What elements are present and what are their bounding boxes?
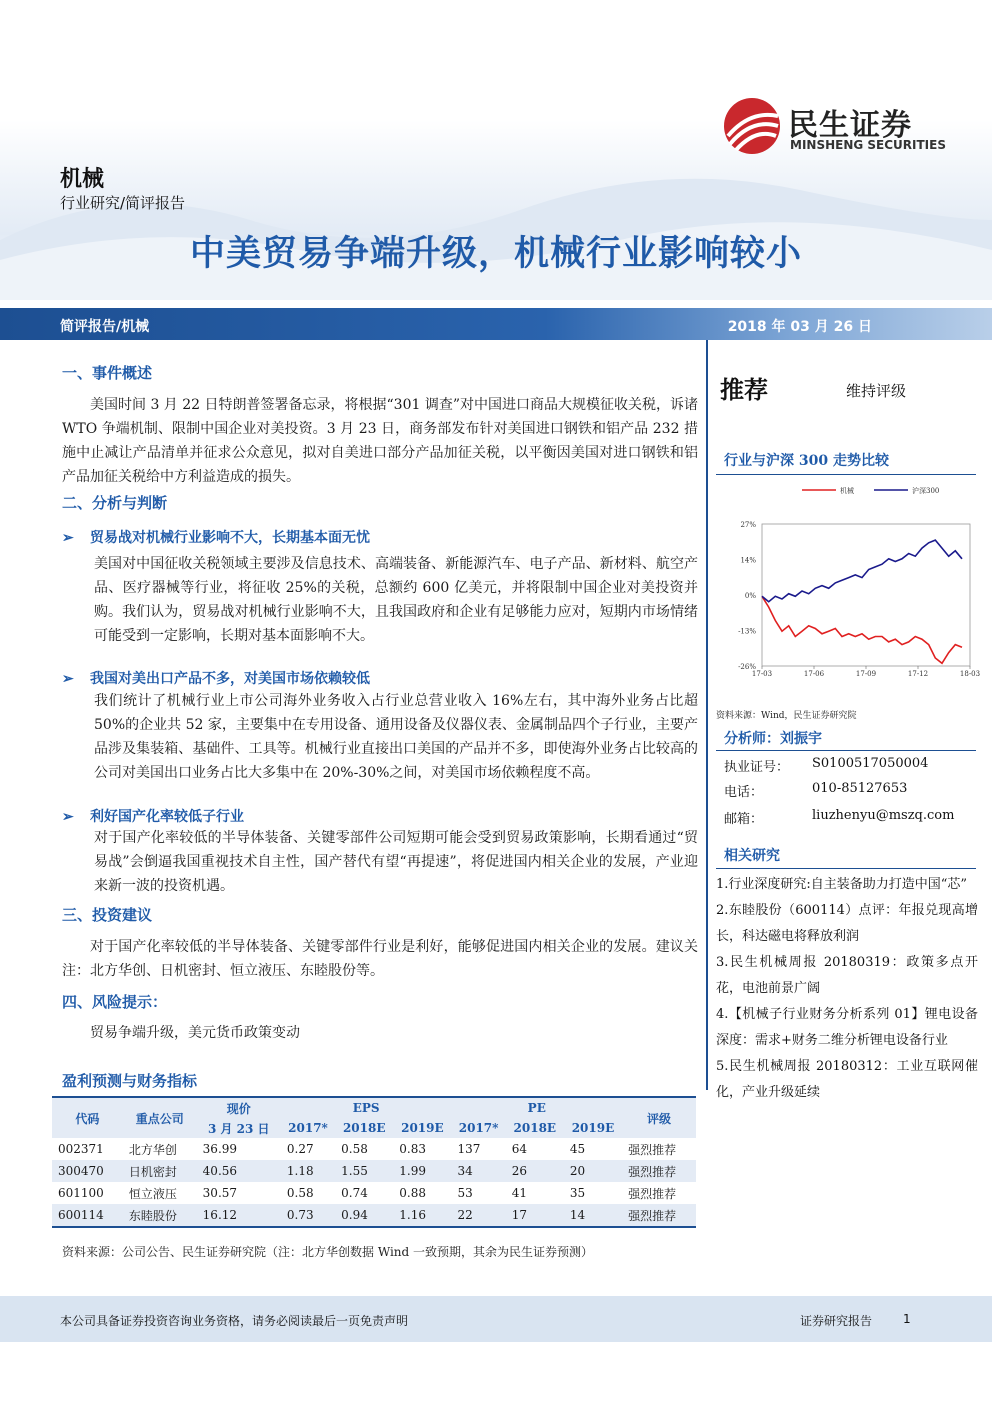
- table-cell: 41: [506, 1182, 564, 1204]
- table-cell: 26: [506, 1160, 564, 1182]
- table-cell: 601100: [52, 1182, 123, 1204]
- legend-label: 机械: [840, 487, 854, 495]
- table-cell: 恒立液压: [123, 1182, 197, 1204]
- cert-value: S0100517050004: [812, 756, 929, 771]
- col-code: 代码: [52, 1097, 123, 1138]
- section-title-event: 一、事件概述: [62, 364, 153, 382]
- y-tick-label: -26%: [738, 663, 756, 671]
- section-title-analysis: 二、分析与判断: [62, 494, 168, 512]
- col-pe: PE: [451, 1097, 622, 1118]
- col-price-date: 3 月 23 日: [197, 1118, 281, 1138]
- x-tick-label: 17-06: [803, 670, 825, 678]
- table-cell: 64: [506, 1138, 564, 1160]
- table-cell: 0.74: [335, 1182, 393, 1204]
- table-cell: 1.99: [393, 1160, 451, 1182]
- series-line: [762, 596, 962, 663]
- subheading-3-paragraph: 对于国产化率较低的半导体装备、关键零部件公司短期可能会受到贸易政策影响，长期看通过“贸易战”会倒逼我国重视技术自主性，国产替代有望“再提速”，将促进国内相关企业的发展，产业迎来新一波的投资机遇。: [94, 830, 698, 894]
- col-company: 重点公司: [123, 1097, 197, 1138]
- subheading-2-text: 我国对美出口产品不多，对美国市场依赖较低: [90, 671, 370, 687]
- cert-row: [724, 756, 929, 775]
- subheading-2: [62, 668, 370, 688]
- page-number: 1: [903, 1312, 911, 1326]
- report-date: 2018 年 03 月 26 日: [727, 319, 872, 335]
- related-list: [716, 872, 978, 1106]
- table-cell: 1.55: [335, 1160, 393, 1182]
- chart-title: 行业与沪深 300 走势比较: [724, 453, 889, 469]
- subheading-3-text: 利好国产化率较低子行业: [90, 809, 244, 825]
- col-year: 2018E: [335, 1118, 393, 1138]
- col-year: 2019E: [393, 1118, 451, 1138]
- table-cell: 0.88: [393, 1182, 451, 1204]
- table-cell: 600114: [52, 1204, 123, 1227]
- rating-note: 维持评级: [846, 382, 907, 400]
- table-cell: 14: [564, 1204, 622, 1227]
- table-cell: 30.57: [197, 1182, 281, 1204]
- email-row: [724, 808, 955, 827]
- x-tick-label: 17-12: [907, 670, 929, 678]
- section-title-advice: 三、投资建议: [62, 906, 153, 924]
- rating: 推荐: [720, 376, 768, 404]
- table-row: [52, 1138, 696, 1160]
- table-cell: 0.27: [281, 1138, 335, 1160]
- col-rating: 评级: [622, 1097, 696, 1138]
- table-cell: 300470: [52, 1160, 123, 1182]
- col-eps: EPS: [281, 1097, 452, 1118]
- subheading-1-paragraph: 美国对中国征收关税领域主要涉及信息技术、高端装备、新能源汽车、电子产品、新材料、航空产品、医疗器械等行业，将征收 25%的关税，总额约 600 亿美元，并将限制中国企业对美投资并购。我们认为，贸易战对机械行业影响不大，且我国政府和企业有足够能力应对，短期内市场情绪可能受到一定影响，长期对基本面影响不大。: [94, 556, 698, 644]
- table-row: [52, 1160, 696, 1182]
- risk-paragraph: 贸易争端升级，美元货币政策变动: [90, 1025, 300, 1041]
- arrow-icon: ➢: [62, 809, 74, 825]
- col-price: 现价: [197, 1097, 281, 1118]
- table-cell: 0.94: [335, 1204, 393, 1227]
- subheading-3: [62, 806, 244, 826]
- y-tick-label: 27%: [740, 521, 756, 529]
- table-cell: 强烈推荐: [622, 1204, 696, 1227]
- table-cell: 东睦股份: [123, 1204, 197, 1227]
- legend-label: 沪深300: [912, 487, 940, 495]
- table-cell: 0.83: [393, 1138, 451, 1160]
- y-tick-label: 14%: [740, 556, 756, 565]
- table-row: [52, 1182, 696, 1204]
- col-year: 2018E: [506, 1118, 564, 1138]
- related-title: 相关研究: [724, 848, 780, 864]
- related-item[interactable]: 1.行业深度研究:自主装备助力打造中国“芯”: [716, 877, 968, 892]
- industry-label: 机械: [60, 167, 105, 192]
- table-cell: 强烈推荐: [622, 1138, 696, 1160]
- phone-label: 电话：: [724, 785, 764, 800]
- table-cell: 北方华创: [123, 1138, 197, 1160]
- arrow-icon: ➢: [62, 671, 74, 687]
- table-cell: 强烈推荐: [622, 1160, 696, 1182]
- event-paragraph: 美国时间 3 月 22 日特朗普签署备忘录，将根据“301 调查”对中国进口商品大规模征收关税，诉诸 WTO 争端机制、限制中国企业对美投资。3 月 23 日，商务部发布针对美国进口钢铁和铝产品 232 措施中止减让产品清单并征求公众意见，拟对自美进口部分产品加征关税，以平衡因美国对进口钢铁和铝产品加征关税给中方利益造成的损失。: [62, 397, 699, 485]
- mountain-decoration: [0, 150, 992, 300]
- table-cell: 35: [564, 1182, 622, 1204]
- report-type: 行业研究/简评报告: [60, 194, 186, 212]
- table-row: [52, 1204, 696, 1227]
- chart-title-rule: [716, 474, 976, 475]
- analyst-title: 分析师：刘振宇: [724, 731, 822, 747]
- cert-label: 执业证号：: [724, 760, 790, 775]
- trend-chart: [712, 480, 980, 680]
- table-cell: 137: [451, 1138, 505, 1160]
- chart-source: 资料来源：Wind，民生证券研究院: [716, 711, 857, 721]
- table-cell: 002371: [52, 1138, 123, 1160]
- table-title: 盈利预测与财务指标: [62, 1072, 198, 1090]
- brand-name-cn: 民生证券: [788, 108, 912, 143]
- table-cell: 40.56: [197, 1160, 281, 1182]
- table-cell: 17: [506, 1204, 564, 1227]
- series-line: [762, 540, 962, 602]
- advice-paragraph: 对于国产化率较低的半导体装备、关键零部件行业是利好，能够促进国内相关企业的发展。建议关注：北方华创、日机密封、恒立液压、东睦股份等。: [62, 939, 698, 979]
- table-cell: 36.99: [197, 1138, 281, 1160]
- related-item[interactable]: 2.东睦股份（600114）点评：年报兑现高增长，科达磁电将释放利润: [716, 903, 978, 944]
- email-label: 邮箱：: [724, 812, 764, 827]
- band-category: 简评报告/机械: [60, 319, 150, 335]
- brand-name-en: MINSHENG SECURITIES: [790, 138, 946, 152]
- table-cell: 0.58: [335, 1138, 393, 1160]
- x-tick-label: 17-09: [855, 670, 877, 678]
- table-cell: 日机密封: [123, 1160, 197, 1182]
- footer-disclaimer: 本公司具备证券投资咨询业务资格，请务必阅读最后一页免责声明: [60, 1314, 409, 1328]
- x-tick-label: 18-03: [959, 670, 980, 678]
- subheading-1: [62, 527, 370, 547]
- related-item[interactable]: 3.民生机械周报 20180319：政策多点开花，电池前景广阔: [716, 955, 978, 996]
- y-tick-label: -13%: [738, 627, 756, 636]
- section-title-risk: 四、风险提示：: [62, 993, 168, 1011]
- table-cell: 22: [451, 1204, 505, 1227]
- table-cell: 强烈推荐: [622, 1182, 696, 1204]
- footer-label: 证券研究报告: [800, 1314, 873, 1328]
- analyst-rule: [716, 750, 976, 751]
- y-tick-label: 0%: [744, 592, 756, 600]
- table-cell: 45: [564, 1138, 622, 1160]
- phone-value: 010-85127653: [812, 781, 908, 796]
- table-cell: 16.12: [197, 1204, 281, 1227]
- table-cell: 0.73: [281, 1204, 335, 1227]
- column-divider: [706, 340, 708, 1090]
- related-item[interactable]: 5.民生机械周报 20180312：工业互联网催化，产业升级延续: [716, 1059, 978, 1100]
- report-title: 中美贸易争端升级，机械行业影响较小: [189, 234, 802, 274]
- table-cell: 20: [564, 1160, 622, 1182]
- col-year: 2019E: [564, 1118, 622, 1138]
- phone-row: [724, 781, 908, 800]
- table-source: 资料来源：公司公告、民生证券研究院（注：北方华创数据 Wind 一致预期，其余为民生证券预测）: [62, 1245, 594, 1259]
- related-rule: [716, 868, 976, 869]
- related-item[interactable]: 4.【机械子行业财务分析系列 01】锂电设备深度：需求+财务二维分析锂电设备行业: [716, 1007, 978, 1048]
- table-cell: 1.18: [281, 1160, 335, 1182]
- table-cell: 0.58: [281, 1182, 335, 1204]
- col-year: 2017*: [281, 1118, 335, 1138]
- table-cell: 34: [451, 1160, 505, 1182]
- x-tick-label: 17-03: [751, 670, 773, 678]
- table-cell: 1.16: [393, 1204, 451, 1227]
- subheading-1-text: 贸易战对机械行业影响不大，长期基本面无忧: [90, 530, 370, 546]
- email-link[interactable]: liuzhenyu@mszq.com: [812, 808, 955, 823]
- subheading-2-paragraph: 我们统计了机械行业上市公司海外业务收入占行业总营业收入 16%左右，其中海外业务占比超 50%的企业共 52 家，主要集中在专用设备、通用设备及仪器仪表、金属制品四个子行业，主要产品涉及集装箱、基础件、工具等。机械行业直接出口美国的产品并不多，即使海外业务占比较高的公司对美国出口业务占比大多集中在 20%-30%之间，对美国市场依赖程度不高。: [94, 693, 698, 781]
- financial-table: [52, 1096, 696, 1228]
- table-cell: 53: [451, 1182, 505, 1204]
- arrow-icon: ➢: [62, 530, 74, 546]
- col-year: 2017*: [451, 1118, 505, 1138]
